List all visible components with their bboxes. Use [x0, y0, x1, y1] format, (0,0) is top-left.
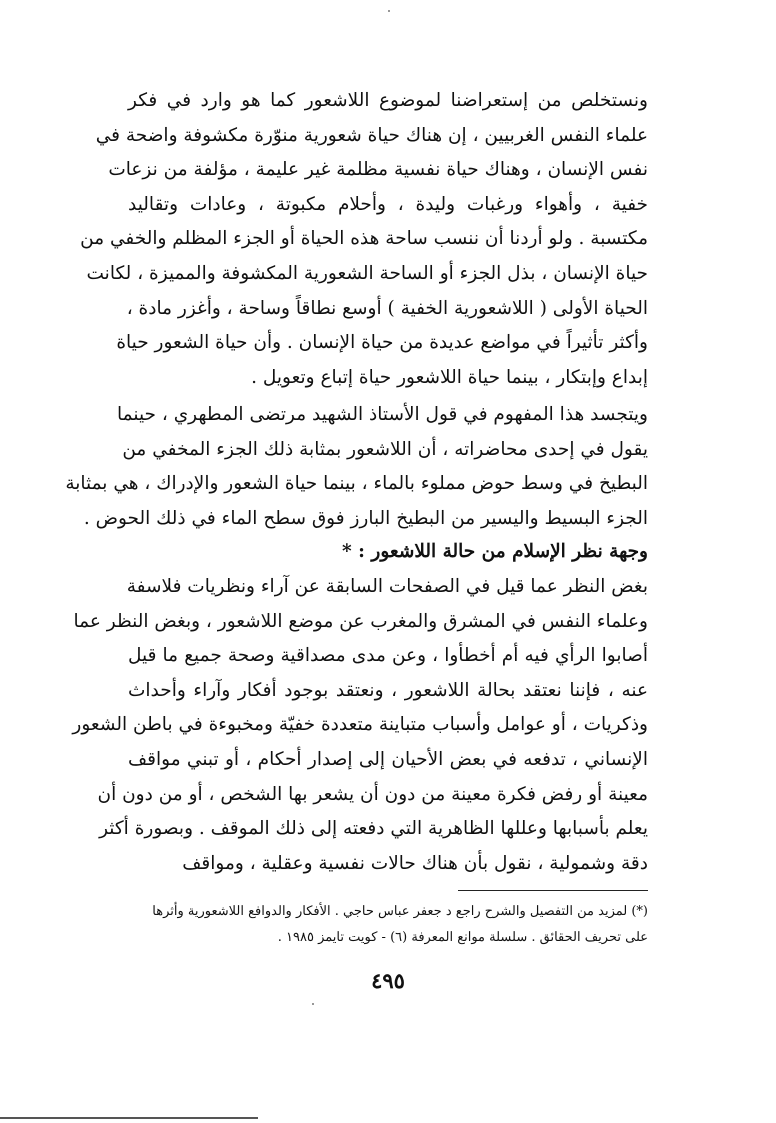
text-line: أصابوا الرأي فيه أم أخطأوا ، وعن مدى مصداقية وصحة جميع ما قيل — [128, 645, 648, 667]
text-line: معينة أو رفض فكرة معينة من دون أن يشعر بها الشخص ، أو من دون أن — [97, 783, 648, 805]
text-line: الجزء البسيط واليسير من البطيخ البارز فوق سطح الماء في ذلك الحوض . — [83, 507, 648, 529]
scan-speck — [312, 1003, 314, 1005]
scan-speck — [388, 10, 390, 12]
text-line: يعلم بأسبابها وعللها الظاهرية التي دفعته إلى ذلك الموقف . وبصورة أكثر — [99, 818, 648, 840]
text-line: علماء النفس الغربيين ، إن هناك حياة شعورية منوّرة مكشوفة واضحة في — [95, 124, 648, 146]
text-line: يقول في إحدى محاضراته ، أن اللاشعور بمثابة ذلك الجزء المخفي من — [122, 438, 648, 460]
text-line: وعلماء النفس في المشرق والمغرب عن موضع اللاشعور ، وبغض النظر عما — [73, 610, 648, 632]
page-number: ٤٩٥ — [371, 968, 405, 993]
text-line: دقة وشمولية ، نقول بأن هناك حالات نفسية وعقلية ، ومواقف — [182, 852, 648, 874]
text-line: وذكريات ، أو عوامل وأسباب متباينة متعددة خفيّة ومخبوءة في باطن الشعور — [72, 714, 648, 736]
scan-edge-line — [0, 1117, 258, 1119]
text-line: وأكثر تأثيراً في مواضع عديدة من حياة الإنسان . وأن حياة الشعور حياة — [116, 332, 648, 354]
section-heading: وجهة نظر الإسلام من حالة اللاشعور : * — [342, 541, 648, 562]
paragraph-3 — [72, 570, 648, 881]
text-line: الإنساني ، تدفعه في بعض الأحيان إلى إصدار أحكام ، أو تبني مواقف — [128, 748, 648, 770]
text-line: ونستخلص من إستعراضنا لموضوع اللاشعور كما هو وارد في فكر — [128, 90, 648, 111]
text-line: نفس الإنسان ، وهناك حياة نفسية مظلمة غير عليمة ، مؤلفة من نزعات — [108, 159, 648, 181]
paragraph-1 — [80, 84, 648, 395]
text-line: عنه ، فإننا نعتقد بحالة اللاشعور ، ونعتقد بوجود أفكار وآراء وأحداث — [128, 679, 648, 701]
text-line: حياة الإنسان ، بذل الجزء أو الساحة الشعورية المكشوفة والمميزة ، لكانت — [86, 262, 648, 284]
text-line: بغض النظر عما قيل في الصفحات السابقة عن آراء ونظريات فلاسفة — [126, 576, 648, 597]
footnote — [128, 899, 648, 951]
paragraph-2 — [65, 398, 648, 536]
footnote-separator — [458, 890, 648, 891]
text-line: مكتسبة . ولو أردنا أن ننسب ساحة هذه الحياة أو الجزء المظلم والخفي من — [80, 228, 648, 250]
text-line: خفية ، وأهواء ورغبات وليدة ، وأحلام مكبوتة ، وعادات وتقاليد — [128, 193, 648, 215]
text-line: الحياة الأولى ( اللاشعورية الخفية ) أوسع نطاقاً وساحة ، وأغزر مادة ، — [126, 297, 648, 319]
text-line: إبداع وإبتكار ، بينما حياة اللاشعور حياة إتباع وتعويل . — [251, 366, 648, 388]
footnote-line: (*) لمزيد من التفصيل والشرح راجع د جعفر عباس حاجي . الأفكار والدوافع اللاشعورية وأثرها — [152, 904, 648, 919]
footnote-line: على تحريف الحقائق . سلسلة موانع المعرفة (٦) - كويت تايمز ١٩٨٥ . — [277, 930, 648, 945]
text-line: ويتجسد هذا المفهوم في قول الأستاذ الشهيد مرتضى المطهري ، حينما — [117, 404, 648, 425]
text-line: البطيخ في وسط حوض مملوء بالماء ، بينما حياة الشعور والإدراك ، هي بمثابة — [65, 473, 648, 495]
